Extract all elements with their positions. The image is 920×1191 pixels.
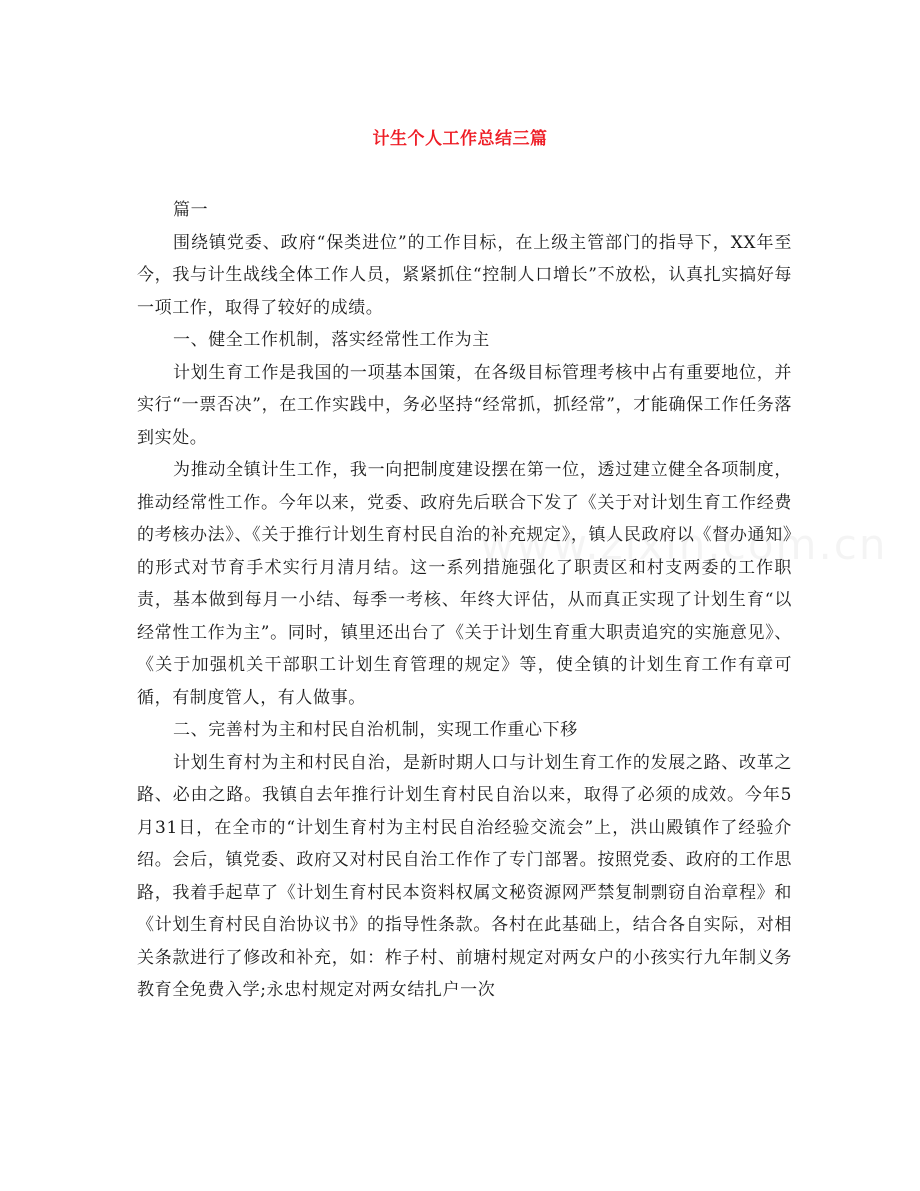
paragraph: 围绕镇党委、政府“保类进位”的工作目标，在上级主管部门的指导下，XX年至今，我与计生战线全体工作人员，紧紧抓住“控制人口增长”不放松，认真扎实搞好每一项工作，取得了较好的成绩。: [137, 232, 792, 318]
section-label: 篇一: [173, 200, 209, 220]
document-title: 计生个人工作总结三篇: [372, 129, 548, 149]
document-body: [137, 194, 792, 1007]
paragraph: 为推动全镇计生工作，我一向把制度建设摆在第一位，透过建立健全各项制度，推动经常性工作。今年以来，党委、政府先后联合下发了《关于对计划生育工作经费的考核办法》、《关于推行计划生育村民自治的补充规定》，镇人民政府以《督办通知》的形式对节育手术实行月清月结。这一系列措施强化了职责区和村支两委的工作职责，基本做到每月一小结、每季一考核、年终大评估，从而真正实现了计划生育“以经常性工作为主”。同时，镇里还出台了《关于计划生育重大职责追究的实施意见》、《关于加强机关干部职工计划生育管理的规定》等，使全镇的计划生育工作有章可循，有制度管人，有人做事。: [137, 460, 792, 708]
paragraph: 计划生育村为主和村民自治，是新时期人口与计划生育工作的发展之路、改革之路、必由之路。我镇自去年推行计划生育村民自治以来，取得了必须的成效。今年5月31日，在全市的“计划生育村为主村民自治经验交流会”上，洪山殿镇作了经验介绍。会后，镇党委、政府又对村民自治工作作了专门部署。按照党委、政府的工作思路，我着手起草了《计划生育村民本资料权属文秘资源网严禁复制剽窃自治章程》和《计划生育村民自治协议书》的指导性条款。各村在此基础上，结合各自实际，对相关条款进行了修改和补充，如：柞子村、前塘村规定对两女户的小孩实行九年制义务教育全免费入学;永忠村规定对两女结扎户一次: [137, 752, 792, 1000]
section-heading: 二、完善村为主和村民自治机制，实现工作重心下移: [173, 720, 578, 740]
section-heading: 一、健全工作机制，落实经常性工作为主: [173, 330, 490, 350]
paragraph: 计划生育工作是我国的一项基本国策，在各级目标管理考核中占有重要地位，并实行“一票否决”，在工作实践中，务必坚持“经常抓，抓经常”，才能确保工作任务落到实处。: [137, 362, 792, 448]
